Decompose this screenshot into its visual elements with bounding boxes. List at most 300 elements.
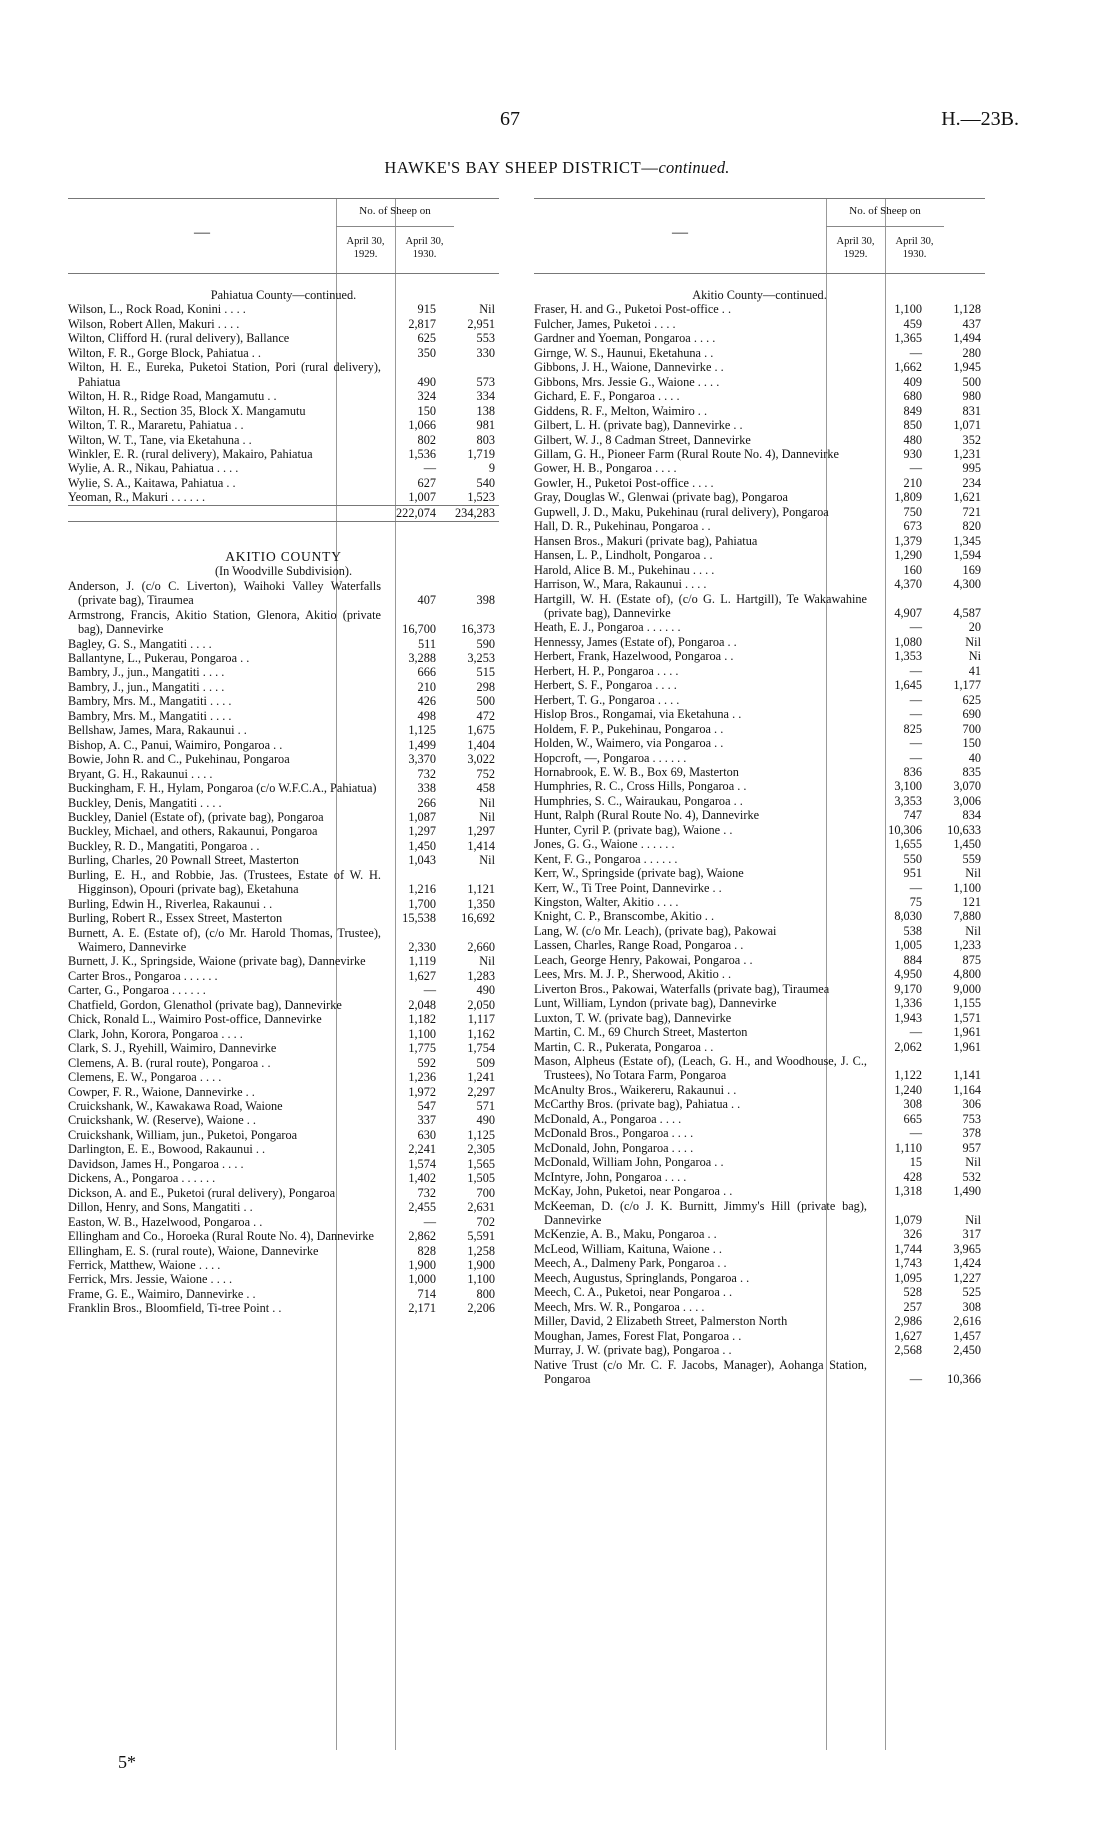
owner-name: Mason, Alpheus (Estate of), (Leach, G. H., and Woodhouse, J. C., Trustees), No Totara Farm, Pongaroa <box>534 1054 867 1083</box>
sheep-1929: 1,297 <box>408 824 436 839</box>
sheep-1930: 3,253 <box>467 650 495 665</box>
sheep-1929: — <box>909 663 922 678</box>
sheep-1929: 3,100 <box>894 779 922 794</box>
sheep-1929: 951 <box>903 866 922 881</box>
owner-name: Wylie, A. R., Nikau, Pahiatua . . . . <box>68 461 239 476</box>
sheep-1929: — <box>423 1214 436 1229</box>
sheep-1930: 4,800 <box>953 967 981 982</box>
owner-name: Lees, Mrs. M. J. P., Sherwood, Akitio . . <box>534 967 732 982</box>
owner-name: Dillon, Henry, and Sons, Mangatiti . . <box>68 1200 253 1215</box>
sheep-1930: 690 <box>962 707 981 722</box>
table-row <box>68 1272 499 1286</box>
sheep-1930: 16,373 <box>461 622 495 637</box>
table-row <box>534 1329 985 1343</box>
sheep-1929: 802 <box>417 432 436 447</box>
akitio-list-left <box>68 579 499 1316</box>
table-row <box>534 866 985 880</box>
sheep-1929: 1,122 <box>894 1068 922 1083</box>
sheep-1929: 1,125 <box>408 723 436 738</box>
owner-name: Bambry, J., jun., Mangatiti . . . . <box>68 665 225 680</box>
table-row <box>534 1184 985 1198</box>
sheep-1929: 915 <box>417 302 436 317</box>
owner-name: Gardner and Yoeman, Pongaroa . . . . <box>534 331 716 346</box>
owner-name: Gray, Douglas W., Glenwai (private bag), Pongaroa <box>534 490 788 505</box>
sheep-1930: 1,177 <box>953 678 981 693</box>
owner-name: Gibbons, Mrs. Jessie G., Waione . . . . <box>534 374 720 389</box>
owner-name: Martin, C. M., 69 Church Street, Masterton <box>534 1025 748 1040</box>
table-row <box>534 736 985 750</box>
table-row <box>68 1229 499 1243</box>
table-row <box>68 694 499 708</box>
table-row <box>68 897 499 911</box>
owner-name: Humphries, S. C., Wairaukau, Pongaroa . . <box>534 793 743 808</box>
table-row <box>534 1300 985 1314</box>
sheep-1930: Nil <box>965 1155 981 1170</box>
sheep-1930: 1,141 <box>953 1068 981 1083</box>
sheep-1929: — <box>909 750 922 765</box>
table-row <box>68 331 499 345</box>
owner-name: Harold, Alice B. M., Pukehinau . . . . <box>534 562 715 577</box>
akitio-subheading: (In Woodville Subdivision). <box>214 564 353 579</box>
sheep-1929: 480 <box>903 432 922 447</box>
sheep-1930: 752 <box>476 766 495 781</box>
sheep-1929: — <box>909 1025 922 1040</box>
table-row <box>68 490 499 504</box>
sheep-1929: 490 <box>417 374 436 389</box>
owner-name: Bellshaw, James, Mara, Rakaunui . . <box>68 723 247 738</box>
sheep-1930: 138 <box>476 403 495 418</box>
header-underline <box>336 226 454 227</box>
sheep-1930: 40 <box>968 750 981 765</box>
sheep-1930: 500 <box>962 374 981 389</box>
owner-name: Buckley, Denis, Mangatiti . . . . <box>68 795 222 810</box>
owner-name: McDonald Bros., Pongaroa . . . . <box>534 1126 694 1141</box>
sheep-1929: 1,743 <box>894 1256 922 1271</box>
sheep-1929: 625 <box>417 331 436 346</box>
sheep-1930: 4,587 <box>953 605 981 620</box>
table-row <box>534 404 985 418</box>
sheep-1929: 1,645 <box>894 678 922 693</box>
sheep-1930: 532 <box>962 1169 981 1184</box>
owner-name: Gower, H. B., Pongaroa . . . . <box>534 461 677 476</box>
owner-name: Knight, C. P., Branscombe, Akitio . . <box>534 909 715 924</box>
sheep-1929: 1,655 <box>894 837 922 852</box>
sheep-1929: 1,499 <box>408 737 436 752</box>
sheep-1930: 957 <box>962 1140 981 1155</box>
sheep-1930: 571 <box>476 1099 495 1114</box>
table-row <box>534 635 985 649</box>
table-row <box>68 1085 499 1099</box>
footnote-signature: 5* <box>118 1752 136 1772</box>
sheep-1930: 980 <box>962 389 981 404</box>
sheep-1930: 7,880 <box>953 909 981 924</box>
table-row <box>68 1215 499 1229</box>
table-row <box>534 563 985 577</box>
sheep-1930: 1,117 <box>467 1012 495 1027</box>
sheep-1930: 352 <box>962 432 981 447</box>
table-row <box>68 1186 499 1200</box>
table-row <box>534 1112 985 1126</box>
owner-name: Bagley, G. S., Mangatiti . . . . <box>68 636 212 651</box>
table-row <box>534 1155 985 1169</box>
sheep-1930: 2,951 <box>467 316 495 331</box>
sheep-1930: 378 <box>962 1126 981 1141</box>
owner-name: Holden, W., Waimero, via Pongaroa . . <box>534 736 724 751</box>
table-row <box>68 579 499 608</box>
owner-name: Meech, Mrs. W. R., Pongaroa . . . . <box>534 1299 705 1314</box>
owner-name: Hislop Bros., Rongamai, via Eketahuna . . <box>534 707 742 722</box>
pahiatua-list <box>68 302 499 504</box>
sheep-1930: 490 <box>476 983 495 998</box>
sheep-1930: Nil <box>479 795 495 810</box>
owner-name: McIntyre, John, Pongaroa . . . . <box>534 1169 687 1184</box>
sheep-1930: 1,121 <box>467 882 495 897</box>
table-row <box>534 389 985 403</box>
sheep-1930: 553 <box>476 331 495 346</box>
owner-name: Herbert, Frank, Hazelwood, Pongaroa . . <box>534 649 734 664</box>
sheep-1929: 511 <box>418 636 436 651</box>
sheep-1929: 680 <box>903 389 922 404</box>
owner-name: McDonald, William John, Pongaroa . . <box>534 1155 724 1170</box>
sheep-1929: 528 <box>903 1285 922 1300</box>
sheep-1929: 1,574 <box>408 1156 436 1171</box>
sheep-1929: 2,241 <box>408 1142 436 1157</box>
sheep-1929: 1,700 <box>408 896 436 911</box>
sheep-1929: — <box>909 736 922 751</box>
sheep-1930: 1,450 <box>953 837 981 852</box>
owner-name: Ellingham and Co., Horoeka (Rural Route No. 4), Dannevirke <box>68 1229 374 1244</box>
sheep-1930: 2,631 <box>467 1200 495 1215</box>
sheep-1929: 673 <box>903 519 922 534</box>
sheep-1929: 9,170 <box>894 981 922 996</box>
sheep-1930: 700 <box>962 721 981 736</box>
owner-name: Carter, G., Pongaroa . . . . . . <box>68 983 206 998</box>
sheep-1929: 308 <box>903 1097 922 1112</box>
sheep-1930: 298 <box>476 679 495 694</box>
owner-name: Hall, D. R., Pukehinau, Pongaroa . . <box>534 519 711 534</box>
table-row <box>534 418 985 432</box>
sheep-1929: 326 <box>903 1227 922 1242</box>
owner-name: Kingston, Walter, Akitio . . . . <box>534 895 679 910</box>
table-row <box>68 1041 499 1055</box>
sheep-1929: 850 <box>903 418 922 433</box>
sheep-1930: 1,404 <box>467 737 495 752</box>
owner-name: Humphries, R. C., Cross Hills, Pongaroa . . <box>534 779 747 794</box>
sheep-1930: 1,164 <box>953 1082 981 1097</box>
sheep-1929: 1,079 <box>894 1213 922 1227</box>
owner-name: Buckley, Daniel (Estate of), (private bag), Pongaroa <box>68 809 324 824</box>
sheep-1930: 10,366 <box>947 1371 981 1386</box>
title-main: HAWKE'S BAY SHEEP DISTRICT— <box>384 158 659 177</box>
sheep-1929: 592 <box>417 1055 436 1070</box>
table-row <box>534 823 985 837</box>
sheep-1930: 1,100 <box>467 1272 495 1287</box>
table-row <box>534 1256 985 1270</box>
sheep-1930: 753 <box>962 1111 981 1126</box>
table-row <box>534 346 985 360</box>
table-row <box>534 678 985 692</box>
sheep-1930: 2,660 <box>467 940 495 955</box>
sheep-1929: 4,950 <box>894 967 922 982</box>
owner-name: Hunter, Cyril P. (private bag), Waione . . <box>534 822 733 837</box>
sheep-1930: 169 <box>962 562 981 577</box>
owner-name: Franklin Bros., Bloomfield, Ti-tree Point . . <box>68 1301 282 1316</box>
table-row <box>68 680 499 694</box>
sheep-1930: 1,961 <box>953 1025 981 1040</box>
sheep-1929: 1,095 <box>894 1270 922 1285</box>
sheep-1930: Nil <box>965 866 981 881</box>
sheep-1930: 1,494 <box>953 331 981 346</box>
owner-name: Bowie, John R. and C., Pukehinau, Pongaroa <box>68 752 290 767</box>
sheep-1930: 2,305 <box>467 1142 495 1157</box>
owner-name: Gichard, E. F., Pongaroa . . . . <box>534 389 680 404</box>
owner-name: Carter Bros., Pongaroa . . . . . . <box>68 968 218 983</box>
header-no-of-sheep: No. of Sheep on <box>849 205 921 217</box>
table-row <box>534 1097 985 1111</box>
table-row <box>534 1083 985 1097</box>
owner-name: Wilton, F. R., Gorge Block, Pahiatua . . <box>68 345 261 360</box>
sheep-1929: 8,030 <box>894 909 922 924</box>
sheep-1930: 5,591 <box>467 1229 495 1244</box>
sheep-1930: 1,621 <box>953 490 981 505</box>
owner-name: Easton, W. B., Hazelwood, Pongaroa . . <box>68 1214 263 1229</box>
owner-name: Armstrong, Francis, Akitio Station, Glenora, Akitio (private bag), Dannevirke <box>68 607 381 637</box>
sheep-1930: 1,297 <box>467 824 495 839</box>
sheep-1930: Nil <box>479 954 495 969</box>
sheep-1930: Nil <box>479 809 495 824</box>
owner-name: Bishop, A. C., Panui, Waimiro, Pongaroa . . <box>68 737 283 752</box>
table-row <box>534 693 985 707</box>
document-reference: H.—23B. <box>941 108 1019 130</box>
sheep-1929: 538 <box>903 923 922 938</box>
sheep-1929: 627 <box>417 475 436 490</box>
owner-name: Gupwell, J. D., Maku, Pukehinau (rural delivery), Pongaroa <box>534 504 829 519</box>
table-row <box>534 1343 985 1357</box>
sheep-1930: 2,297 <box>467 1084 495 1099</box>
table-row <box>534 1011 985 1025</box>
owner-name: Clemens, A. B. (rural route), Pongaroa . . <box>68 1055 271 1070</box>
table-row <box>68 723 499 737</box>
table-row <box>68 911 499 925</box>
sheep-1930: 490 <box>476 1113 495 1128</box>
owner-name: Lang, W. (c/o Mr. Leach), (private bag), Pakowai <box>534 923 777 938</box>
sheep-1929: 1,379 <box>894 533 922 548</box>
table-row <box>534 519 985 533</box>
table-row <box>534 938 985 952</box>
sheep-1929: 1,627 <box>408 968 436 983</box>
owner-name: McKay, John, Puketoi, near Pongaroa . . <box>534 1184 733 1199</box>
sheep-1930: 334 <box>476 389 495 404</box>
sheep-1929: 1,402 <box>408 1171 436 1186</box>
sheep-1929: 428 <box>903 1169 922 1184</box>
pahiatua-total-row <box>68 505 499 522</box>
sheep-1930: 1,424 <box>953 1256 981 1271</box>
owner-name: Burling, E. H., and Robbie, Jas. (Trustees, Estate of W. H. Higginson), Opouri (private bag), Eketahuna <box>68 867 381 897</box>
table-row <box>534 375 985 389</box>
sheep-1929: 1,236 <box>408 1070 436 1085</box>
sheep-1930: 458 <box>476 781 495 796</box>
sheep-1929: 10,306 <box>888 822 922 837</box>
table-row <box>68 796 499 810</box>
sheep-1929: — <box>909 707 922 722</box>
sheep-1930: Nil <box>965 1213 981 1227</box>
sheep-1930: 330 <box>476 345 495 360</box>
sheep-1930: 995 <box>962 461 981 476</box>
sheep-1929: 1,336 <box>894 996 922 1011</box>
owner-name: Ferrick, Mrs. Jessie, Waione . . . . <box>68 1272 233 1287</box>
sheep-1929: 825 <box>903 721 922 736</box>
table-row <box>68 752 499 766</box>
owner-name: Herbert, T. G., Pongaroa . . . . <box>534 692 680 707</box>
sheep-1929: 1,943 <box>894 1010 922 1025</box>
owner-name: Chick, Ronald L., Waimiro Post-office, Dannevirke <box>68 1012 322 1027</box>
sheep-1930: 1,125 <box>467 1127 495 1142</box>
sheep-1930: Nil <box>965 923 981 938</box>
sheep-1930: Nil <box>479 853 495 868</box>
header-april-1930: April 30, 1930. <box>895 236 934 260</box>
sheep-1930: 1,227 <box>953 1270 981 1285</box>
left-column <box>68 198 499 1750</box>
table-row <box>68 1200 499 1214</box>
table-row <box>68 983 499 997</box>
owner-name: McAnulty Bros., Waikereru, Rakaunui . . <box>534 1082 737 1097</box>
table-row <box>534 996 985 1010</box>
owner-name: Gilbert, L. H. (private bag), Dannevirke . . <box>534 418 743 433</box>
sheep-1930: 820 <box>962 519 981 534</box>
sheep-1929: 1,240 <box>894 1082 922 1097</box>
owner-name: Bryant, G. H., Rakaunui . . . . <box>68 766 213 781</box>
table-row <box>534 1025 985 1039</box>
akitio-continued-heading: Akitio County—continued. <box>692 288 827 302</box>
sheep-1929: 747 <box>903 808 922 823</box>
table-row <box>534 1271 985 1285</box>
sheep-1930: 398 <box>476 593 495 608</box>
sheep-1930: 437 <box>962 316 981 331</box>
owner-name: Dickson, A. and E., Puketoi (rural delivery), Pongaroa <box>68 1185 336 1200</box>
sheep-1929: 1,000 <box>408 1272 436 1287</box>
sheep-1929: 459 <box>903 316 922 331</box>
table-row <box>68 418 499 432</box>
sheep-1929: 849 <box>903 403 922 418</box>
owner-name: Hopcroft, —, Pongaroa . . . . . . <box>534 750 687 765</box>
sheep-1930: 835 <box>962 764 981 779</box>
sheep-1929: 257 <box>903 1299 922 1314</box>
sheep-1930: 3,070 <box>953 779 981 794</box>
owner-name: Winkler, E. R. (rural delivery), Makairo, Pahiatua <box>68 446 313 461</box>
owner-name: Anderson, J. (c/o C. Liverton), Waihoki Valley Waterfalls (private bag), Tiraumea <box>68 578 381 608</box>
owner-name: Lunt, William, Lyndon (private bag), Dannevirke <box>534 996 777 1011</box>
header-underline <box>826 226 944 227</box>
sheep-1930: 1,900 <box>467 1258 495 1272</box>
sheep-1929: 210 <box>417 679 436 694</box>
owner-name: Yeoman, R., Makuri . . . . . . <box>68 490 206 505</box>
table-row <box>534 909 985 923</box>
owner-name: Wilton, W. T., Tane, via Eketahuna . . <box>68 432 252 447</box>
sheep-1929: — <box>909 620 922 635</box>
owner-name: Buckingham, F. H., Hylam, Pongaroa (c/o W.F.C.A., Pahiatua) <box>68 781 377 796</box>
owner-name: Hansen, L. P., Lindholt, Pongaroa . . <box>534 548 713 563</box>
table-row <box>534 577 985 591</box>
owner-name: Lassen, Charles, Range Road, Pongaroa . . <box>534 938 744 953</box>
sheep-1929: 1,100 <box>408 1026 436 1041</box>
sheep-1930: 559 <box>962 851 981 866</box>
owner-name: Murray, J. W. (private bag), Pongaroa . . <box>534 1343 732 1358</box>
table-row <box>534 592 985 621</box>
table-row <box>68 1056 499 1070</box>
table-row <box>534 881 985 895</box>
sheep-1929: 1,100 <box>894 302 922 317</box>
sheep-1929: 409 <box>903 374 922 389</box>
sheep-1929: 75 <box>909 895 922 910</box>
sheep-1930: 1,719 <box>467 446 495 461</box>
sheep-1929: 1,066 <box>408 418 436 433</box>
table-row <box>534 953 985 967</box>
table-row <box>68 839 499 853</box>
sheep-1930: Nil <box>965 634 981 649</box>
sheep-1929: 1,744 <box>894 1241 922 1256</box>
table-row <box>534 924 985 938</box>
table-row <box>68 476 499 490</box>
sheep-1930: 625 <box>962 692 981 707</box>
table-row <box>68 998 499 1012</box>
owner-name: Ballantyne, L., Pukerau, Pongaroa . . <box>68 650 250 665</box>
owner-name: Wilton, H. R., Section 35, Block X. Mangamutu <box>68 403 306 418</box>
sheep-1930: 1,594 <box>953 548 981 563</box>
sheep-1930: 1,505 <box>467 1171 495 1186</box>
sheep-1930: 308 <box>962 1299 981 1314</box>
table-row <box>534 317 985 331</box>
sheep-1929: — <box>909 461 922 476</box>
sheep-1930: 700 <box>476 1185 495 1200</box>
sheep-1929: 714 <box>417 1286 436 1301</box>
owner-name: Clark, S. J., Ryehill, Waimiro, Dannevirke <box>68 1041 277 1056</box>
sheep-1929: 2,048 <box>408 997 436 1012</box>
sheep-1929: 1,662 <box>894 360 922 375</box>
sheep-1929: 2,062 <box>894 1039 922 1054</box>
owner-name: Wilton, T. R., Mararetu, Pahiatua . . <box>68 418 244 433</box>
sheep-1930: 1,345 <box>953 533 981 548</box>
sheep-1930: 121 <box>962 895 981 910</box>
table-row <box>534 982 985 996</box>
sheep-1930: 306 <box>962 1097 981 1112</box>
owner-name: Gillam, G. H., Pioneer Farm (Rural Route No. 4), Dannevirke <box>534 446 839 461</box>
owner-name: Buckley, R. D., Mangatiti, Pongaroa . . <box>68 838 260 853</box>
owner-name: Gibbons, J. H., Waione, Dannevirke . . <box>534 360 724 375</box>
sheep-1929: 210 <box>903 475 922 490</box>
header-april-1929: April 30, 1929. <box>346 236 385 260</box>
sheep-1929: 930 <box>903 446 922 461</box>
sheep-1929: 1,007 <box>408 490 436 505</box>
owner-name: Burnett, J. K., Springside, Waione (private bag), Dannevirke <box>68 954 366 969</box>
owner-name: Wylie, S. A., Kaitawa, Pahiatua . . <box>68 475 236 490</box>
sheep-1929: 1,182 <box>408 1012 436 1027</box>
sheep-1929: 4,370 <box>894 577 922 592</box>
owner-name: Martin, C. R., Pukerata, Pongaroa . . <box>534 1039 714 1054</box>
table-row <box>534 490 985 504</box>
sheep-1930: 1,565 <box>467 1156 495 1171</box>
sheep-1929: 4,907 <box>894 605 922 620</box>
owner-name: Liverton Bros., Pakowai, Waterfalls (private bag), Tiraumea <box>534 981 830 996</box>
owner-name: Burling, Robert R., Essex Street, Masterton <box>68 911 283 926</box>
table-row <box>68 1287 499 1301</box>
owner-name: Hennessy, James (Estate of), Pongaroa . . <box>534 634 737 649</box>
sheep-1930: Ni <box>968 649 981 664</box>
table-header <box>534 198 985 274</box>
sheep-1930: 800 <box>476 1286 495 1301</box>
sheep-1930: 2,206 <box>467 1301 495 1316</box>
sheep-1930: 1,258 <box>467 1243 495 1258</box>
sheep-1929: — <box>423 461 436 476</box>
